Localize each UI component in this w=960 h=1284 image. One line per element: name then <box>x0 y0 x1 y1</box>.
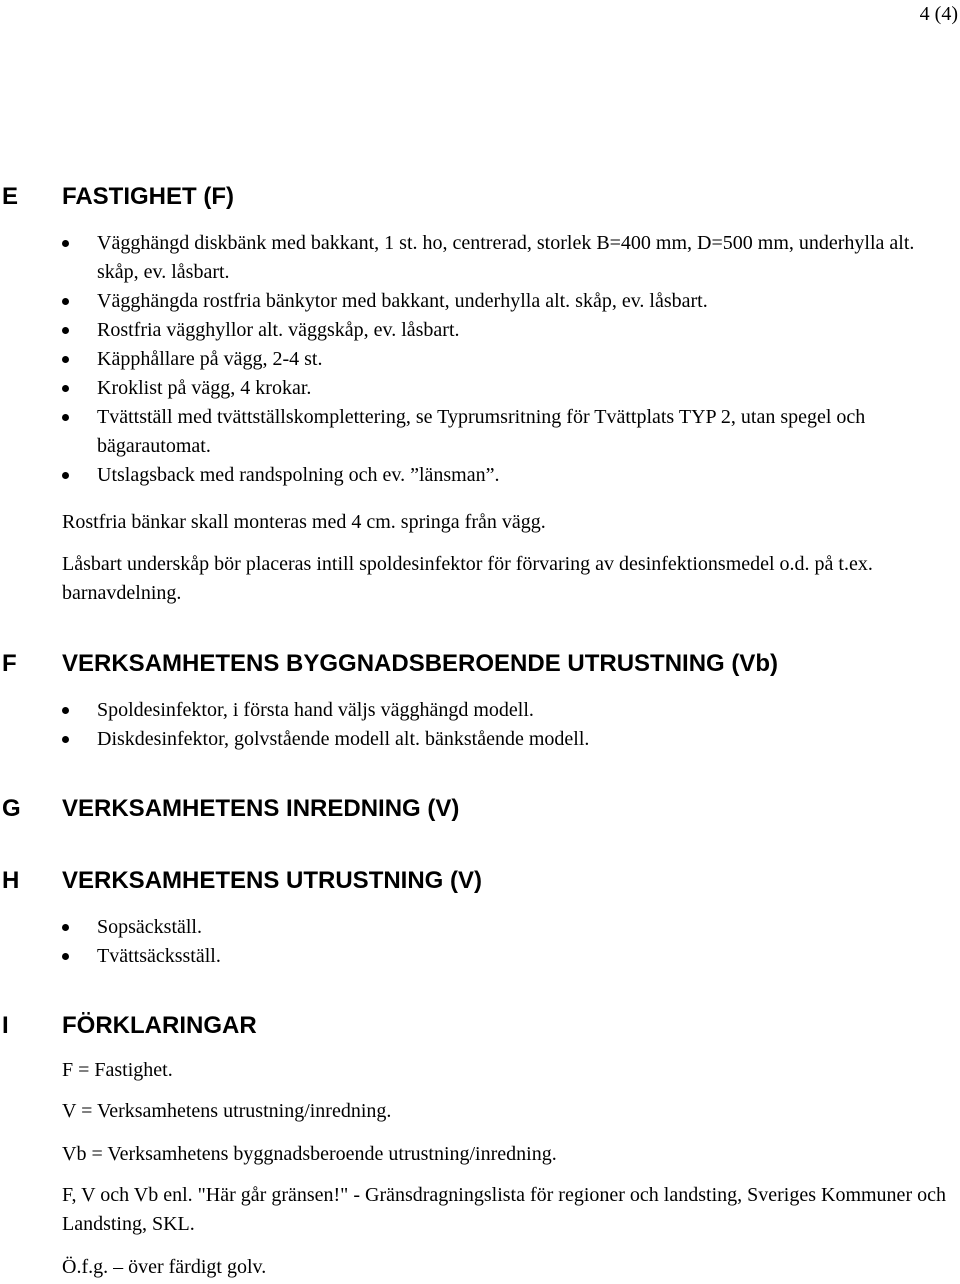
list-item-text: Kroklist på vägg, 4 krokar. <box>97 377 312 399</box>
list-item-text: Utslagsback med randspolning och ev. ”länsman”. <box>97 464 500 486</box>
list-item-text: Tvättsäcksställ. <box>97 945 221 967</box>
list-item-text: Vägghängd diskbänk med bakkant, 1 st. ho, centrerad, storlek B=400 mm, D=500 mm, underhylla alt. skåp, ev. låsbart. <box>97 232 915 283</box>
list-item <box>0 403 960 461</box>
definition-paragraph: F, V och Vb enl. "Här går gränsen!" - Gränsdragningslista för regioner och landsting, Sveriges Kommuner och Landsting, SKL. <box>62 1184 946 1235</box>
section-e-note: Låsbart underskåp bör placeras intill spoldesinfektor för förvaring av desinfektionsmedel o.d. på t.ex. barnavdelning. <box>62 553 873 604</box>
section-letter: H <box>2 867 20 894</box>
list-item-text: Käpphållare på vägg, 2-4 st. <box>97 348 323 370</box>
bullet-icon <box>62 356 69 363</box>
list-item <box>0 913 960 942</box>
bullet-icon <box>62 707 69 714</box>
list-item <box>0 725 960 754</box>
section-heading <box>0 182 960 212</box>
section-e-note: Rostfria bänkar skall monteras med 4 cm. springa från vägg. <box>62 511 546 533</box>
section-heading <box>0 794 960 824</box>
section-h <box>0 866 960 896</box>
section-title: VERKSAMHETENS UTRUSTNING (V) <box>62 867 483 894</box>
section-letter: G <box>2 795 21 822</box>
page-number: 4 (4) <box>919 3 958 25</box>
section-heading <box>0 649 960 679</box>
bullet-icon <box>62 924 69 931</box>
section-e <box>0 182 960 212</box>
section-title: VERKSAMHETENS INREDNING (V) <box>62 795 460 822</box>
bullet-icon <box>62 240 69 247</box>
bullet-icon <box>62 953 69 960</box>
definition-paragraph: Vb = Verksamhetens byggnadsberoende utrustning/inredning. <box>62 1143 557 1165</box>
list-item <box>0 316 960 345</box>
list-item-text: Sopsäckställ. <box>97 916 202 938</box>
list-item-text: Spoldesinfektor, i första hand väljs vägghängd modell. <box>97 699 534 721</box>
section-h-bullet-list <box>0 913 960 971</box>
section-letter: E <box>2 183 19 210</box>
definition-paragraph: F = Fastighet. <box>62 1059 173 1081</box>
list-item <box>0 345 960 374</box>
section-heading <box>0 1011 960 1041</box>
list-item-text: Diskdesinfektor, golvstående modell alt. bänkstående modell. <box>97 728 590 750</box>
list-item <box>0 461 960 490</box>
section-f <box>0 649 960 679</box>
section-title: FASTIGHET (F) <box>62 183 234 210</box>
list-item-text: Tvättställ med tvättställskomplettering, se Typrumsritning för Tvättplats TYP 2, utan spegel och bägarautomat. <box>97 406 866 457</box>
section-heading <box>0 866 960 896</box>
bullet-icon <box>62 736 69 743</box>
list-item-text: Vägghängda rostfria bänkytor med bakkant, underhylla alt. skåp, ev. låsbart. <box>97 290 708 312</box>
bullet-icon <box>62 298 69 305</box>
bullet-icon <box>62 414 69 421</box>
section-letter: I <box>2 1012 9 1039</box>
section-i <box>0 1011 960 1041</box>
section-e-bullet-list <box>0 229 960 490</box>
list-item <box>0 229 960 287</box>
list-item <box>0 942 960 971</box>
section-title: FÖRKLARINGAR <box>62 1012 257 1039</box>
definition-paragraph: Ö.f.g. – över färdigt golv. <box>62 1256 267 1278</box>
list-item <box>0 696 960 725</box>
bullet-icon <box>62 327 69 334</box>
section-g <box>0 794 960 824</box>
list-item <box>0 287 960 316</box>
bullet-icon <box>62 385 69 392</box>
definition-paragraph: V = Verksamhetens utrustning/inredning. <box>62 1100 392 1122</box>
bullet-icon <box>62 472 69 479</box>
section-f-bullet-list <box>0 696 960 754</box>
list-item-text: Rostfria vägghyllor alt. väggskåp, ev. låsbart. <box>97 319 460 341</box>
list-item <box>0 374 960 403</box>
section-title: VERKSAMHETENS BYGGNADSBEROENDE UTRUSTNING (Vb) <box>62 650 779 677</box>
section-letter: F <box>2 650 17 677</box>
